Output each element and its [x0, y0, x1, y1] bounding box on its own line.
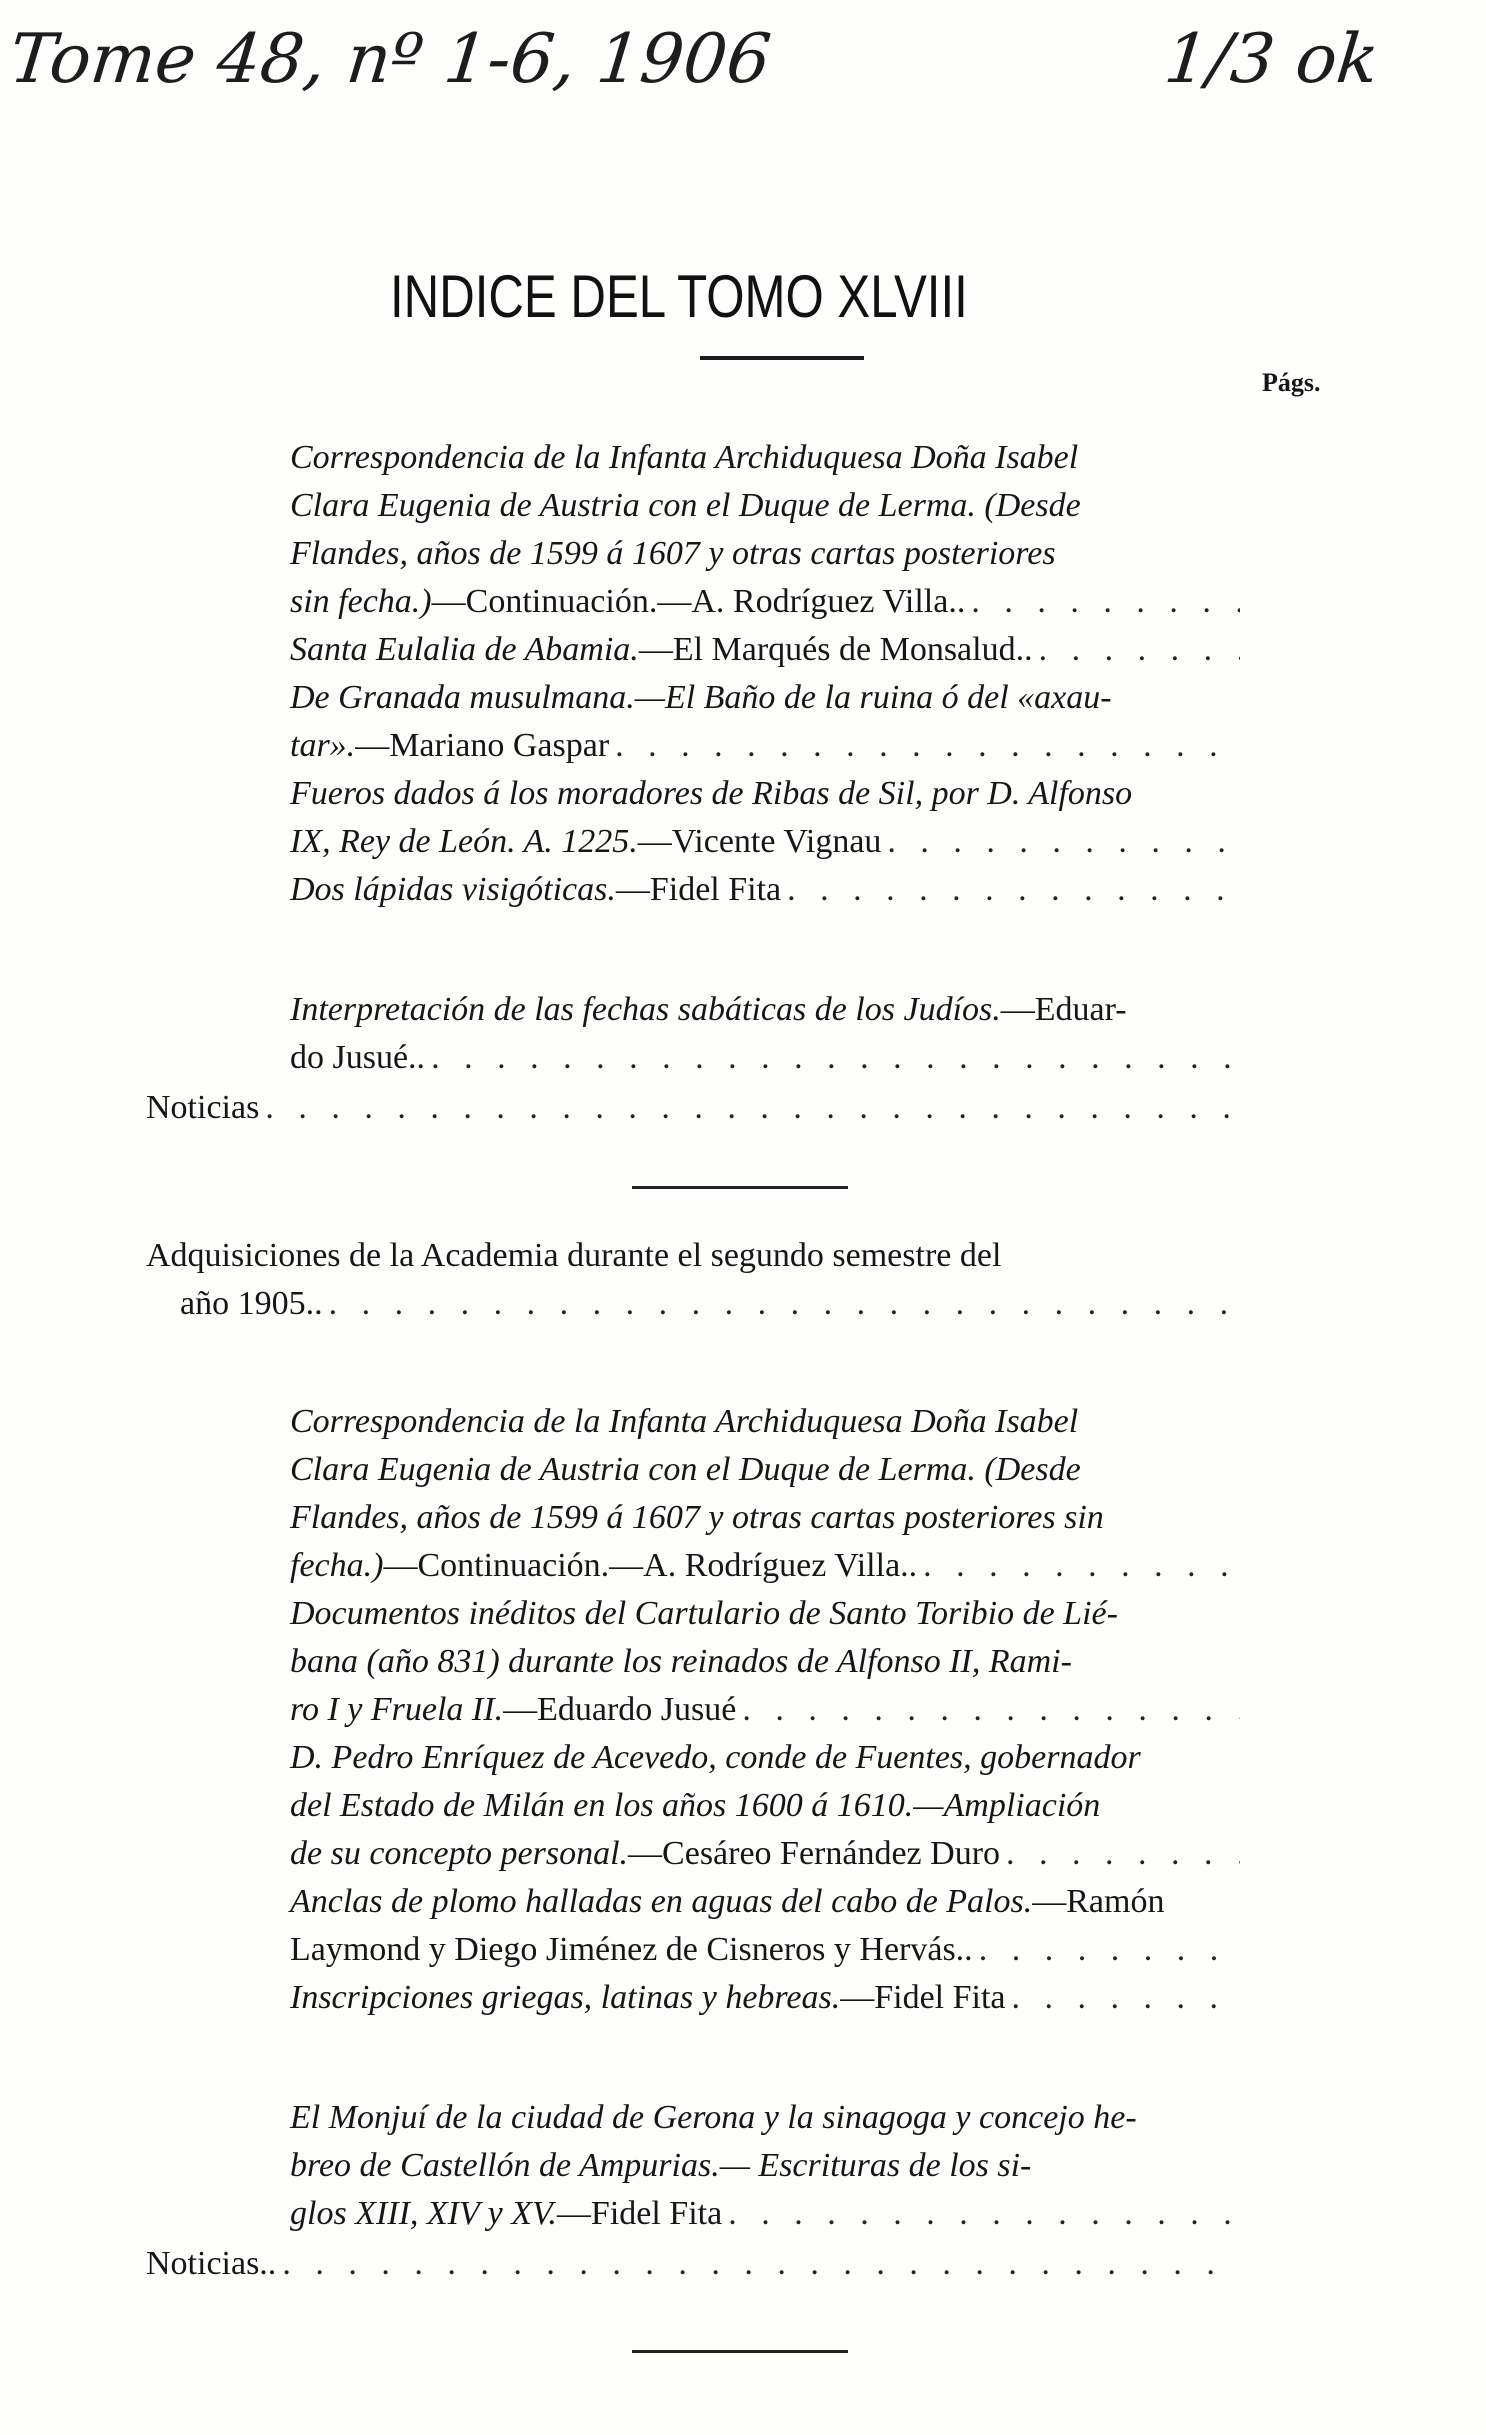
entry-author-text: —Fidel Fita — [615, 871, 782, 908]
entry-author-text: Laymond y Diego Jiménez de Cisneros y Hervás.. — [290, 1931, 973, 1968]
entry-author-text: —Fidel Fita — [840, 1979, 1006, 2016]
entry-line — [290, 1976, 1240, 2020]
entry-line — [290, 1688, 1240, 1732]
page-title: INDICE DEL TOMO XLVIII — [390, 263, 968, 330]
entry-line — [290, 1832, 1240, 1876]
entry-title-text: Correspondencia de la Infanta Archiduquesa Doña Isabel — [290, 1403, 1079, 1440]
leader-dots — [979, 1928, 1240, 1972]
entry-line — [290, 484, 1240, 528]
entry-line — [290, 772, 1240, 816]
leader-dots — [742, 1688, 1240, 1732]
handwritten-annotation-right: 1/3 ok — [1160, 20, 1383, 99]
entry-author-text: —Ramón — [1032, 1883, 1165, 1920]
entry-line — [290, 580, 1240, 624]
entry-line — [290, 1928, 1240, 1972]
entry-title-text: IX, Rey de León. A. 1225. — [290, 823, 638, 860]
entry-author-text: —Cesáreo Fernández Duro — [628, 1835, 1001, 1872]
entry-line — [290, 988, 1240, 1032]
entry-title-text: glos XIII, XIV y XV. — [290, 2195, 557, 2232]
entry-author-text: do Jusué.. — [290, 1039, 426, 1076]
entry-title-text: D. Pedro Enríquez de Acevedo, conde de Fuentes, gobernador — [290, 1739, 1141, 1776]
leader-dots — [615, 724, 1240, 768]
entry-title-text: tar». — [290, 727, 356, 764]
entry-line — [290, 1400, 1240, 1444]
entry-title-text: Correspondencia de la Infanta Archiduquesa Doña Isabel — [290, 439, 1079, 476]
entry-title-text: Fueros dados á los moradores de Ribas de Sil, por D. Alfonso — [290, 775, 1133, 812]
adquisiciones-text: Adquisiciones de la Academia durante el segundo semestre del — [146, 1237, 1002, 1274]
leader-dots — [265, 1086, 1240, 1130]
leader-dots — [282, 2242, 1240, 2286]
entry-title-text: bana (año 831) durante los reinados de Alfonso II, Rami- — [290, 1643, 1072, 1680]
entry-line — [290, 1592, 1240, 1636]
entry-author-text: —Continuación.—A. Rodríguez Villa.. — [431, 583, 966, 620]
entry-line — [290, 2192, 1240, 2236]
entry-author-text: —Fidel Fita — [556, 2195, 723, 2232]
entry-title-text: Flandes, años de 1599 á 1607 y otras cartas posteriores sin — [290, 1499, 1104, 1536]
entry-line — [290, 676, 1240, 720]
entry-author-text: —Eduardo Jusué — [503, 1691, 737, 1728]
entry-title-text: Dos lápidas visigóticas. — [290, 871, 616, 908]
title-underline — [700, 356, 864, 360]
entry-title-text: ro I y Fruela II. — [290, 1691, 504, 1728]
leader-dots — [887, 820, 1240, 864]
entry-title-text: Clara Eugenia de Austria con el Duque de Lerma. (Desde — [290, 1451, 1081, 1488]
noticias-line — [146, 1086, 1240, 1130]
entry-title-text: De Granada musulmana.—El Baño de la ruina ó del «axau- — [290, 679, 1112, 716]
adquisiciones-line — [146, 1234, 1245, 1278]
noticias-label: Noticias.. — [146, 2245, 277, 2282]
entry-author-text: —Vicente Vignau — [637, 823, 882, 860]
entry-line — [290, 724, 1240, 768]
leader-dots — [329, 1282, 1240, 1326]
entry-line — [290, 1640, 1240, 1684]
entry-title-text: Santa Eulalia de Abamia. — [290, 631, 639, 668]
entry-line — [290, 1496, 1240, 1540]
leader-dots — [1012, 1976, 1240, 2020]
entry-line — [290, 1736, 1240, 1780]
entry-author-text: —Eduar- — [1000, 991, 1127, 1028]
entry-title-text: fecha.) — [290, 1547, 384, 1584]
entry-title-text: de su concepto personal. — [290, 1835, 629, 1872]
entry-author-text: —Continuación.—A. Rodríguez Villa.. — [383, 1547, 918, 1584]
bottom-divider — [632, 2350, 848, 2353]
entry-line — [290, 2144, 1240, 2188]
entry-line — [290, 436, 1240, 480]
entry-line — [290, 1784, 1240, 1828]
entry-title-text: Clara Eugenia de Austria con el Duque de Lerma. (Desde — [290, 487, 1081, 524]
leader-dots — [971, 580, 1240, 624]
entry-title-text: Anclas de plomo halladas en aguas del cabo de Palos. — [290, 1883, 1033, 1920]
entry-title-text: El Monjuí de la ciudad de Gerona y la sinagoga y concejo he- — [290, 2099, 1137, 2136]
noticias-line — [146, 2242, 1240, 2286]
entry-line — [290, 628, 1240, 672]
entry-line — [290, 1880, 1240, 1924]
leader-dots — [1006, 1832, 1240, 1876]
entry-author-text: —El Marqués de Monsalud.. — [638, 631, 1033, 668]
entry-line — [290, 868, 1240, 912]
adquisiciones-line — [180, 1282, 1240, 1326]
entry-title-text: Inscripciones griegas, latinas y hebreas. — [290, 1979, 841, 2016]
entry-title-text: del Estado de Milán en los años 1600 á 1610.—Ampliación — [290, 1787, 1101, 1824]
entry-line — [290, 1448, 1240, 1492]
entry-title-text: Interpretación de las fechas sabáticas de los Judíos. — [290, 991, 1001, 1028]
entry-title-text: breo de Castellón de Ampurias.— Escrituras de los si- — [290, 2147, 1032, 2184]
leader-dots — [787, 868, 1240, 912]
entry-title-text: Flandes, años de 1599 á 1607 y otras cartas posteriores — [290, 535, 1056, 572]
pages-column-header: Págs. — [1262, 368, 1321, 397]
leader-dots — [1039, 628, 1240, 672]
section-divider — [632, 1186, 848, 1189]
noticias-label: Noticias — [146, 1089, 260, 1126]
leader-dots — [728, 2192, 1240, 2236]
entry-title-text: sin fecha.) — [290, 583, 432, 620]
entry-line — [290, 1036, 1240, 1080]
entry-line — [290, 2096, 1240, 2140]
entry-author-text: —Mariano Gaspar — [355, 727, 610, 764]
entry-line — [290, 820, 1240, 864]
entry-title-text: Documentos inéditos del Cartulario de Santo Toribio de Lié- — [290, 1595, 1118, 1632]
handwritten-annotation-left: Tome 48, nº 1-6, 1906 — [5, 20, 775, 99]
adquisiciones-text: año 1905.. — [180, 1285, 323, 1322]
entry-line — [290, 532, 1240, 576]
leader-dots — [923, 1544, 1240, 1588]
entry-line — [290, 1544, 1240, 1588]
leader-dots — [431, 1036, 1240, 1080]
